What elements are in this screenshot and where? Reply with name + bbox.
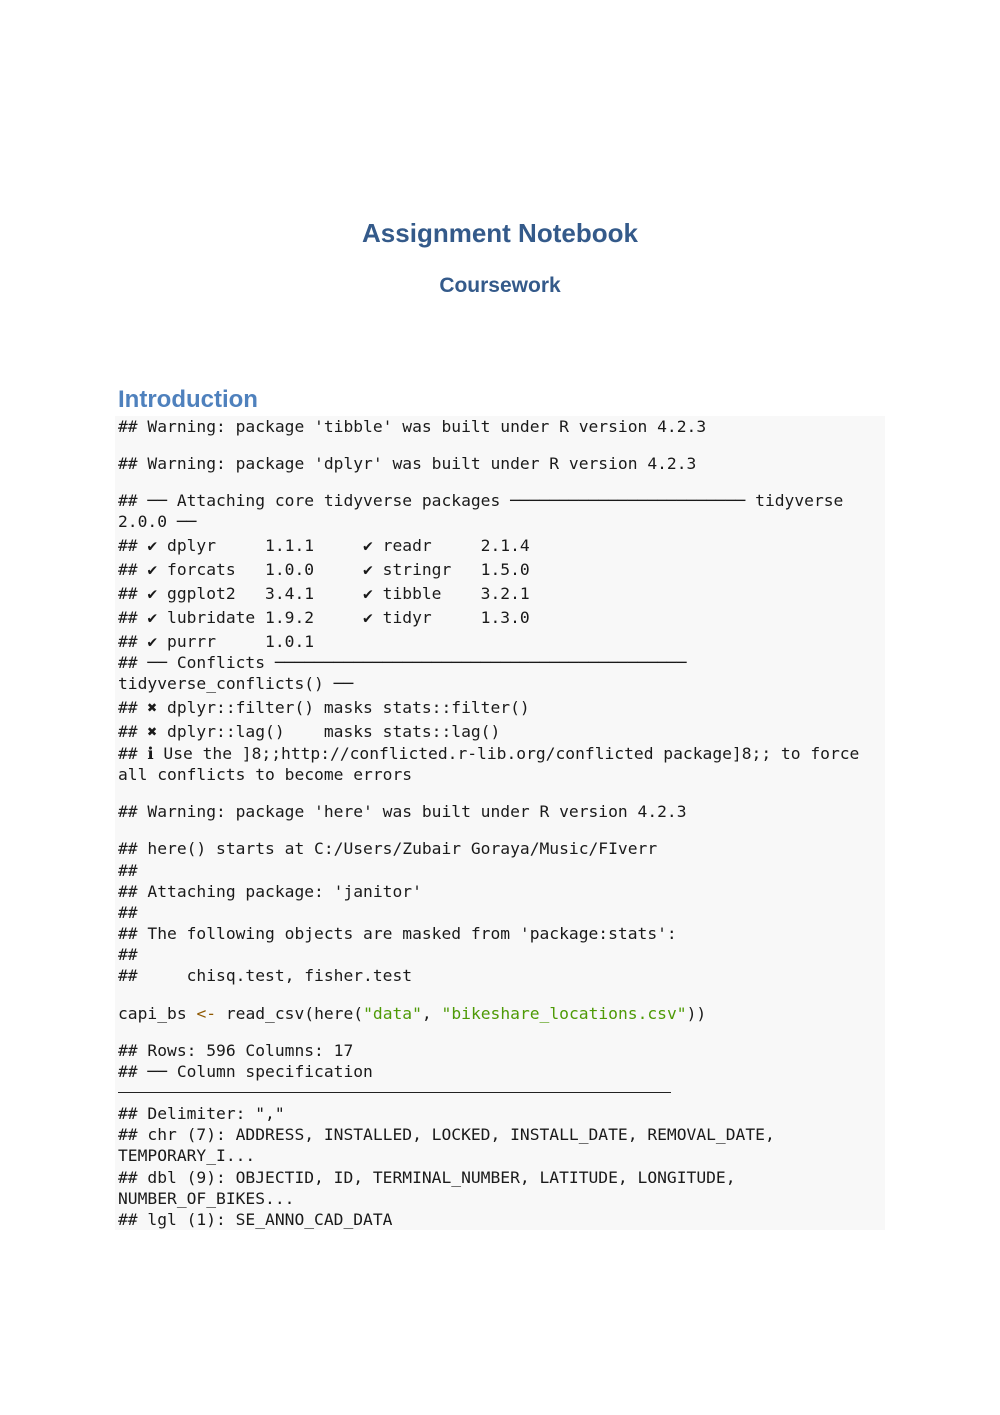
code-variable: capi_bs xyxy=(118,1004,187,1023)
output-line: ## ✔ purrr 1.0.1 xyxy=(118,632,315,651)
output-line: ## xyxy=(118,945,138,964)
document-subtitle: Coursework xyxy=(439,274,561,297)
output-line: ## ✔ dplyr 1.1.1 ✔ readr 2.1.4 xyxy=(118,536,530,555)
output-line: ## here() starts at C:/Users/Zubair Goraya/Music/FIverr xyxy=(118,839,658,858)
output-line: ## The following objects are masked from 'package:stats': xyxy=(118,924,677,943)
code-call-open: read_csv(here( xyxy=(216,1004,364,1023)
output-line: ## Warning: package 'dplyr' was built under R version 4.2.3 xyxy=(118,454,697,473)
output-line: ## ── Conflicts ────────────────────────────────────────── xyxy=(118,653,687,672)
output-line: ## Rows: 596 Columns: 17 xyxy=(118,1041,354,1060)
output-line: ## ✖ dplyr::filter() masks stats::filter() xyxy=(118,698,530,717)
output-line: ## chr (7): ADDRESS, INSTALLED, LOCKED, INSTALL_DATE, REMOVAL_DATE, xyxy=(118,1125,775,1144)
code-line-read-csv xyxy=(118,1004,706,1024)
output-line: ## xyxy=(118,861,138,880)
output-line: ## ── Attaching core tidyverse packages ──────────────────────── tidyverse xyxy=(118,491,844,510)
output-line: ## ℹ Use the ]8;;http://conflicted.r-lib.org/conflicted package]8;; to force xyxy=(118,744,860,763)
code-string-arg: "bikeshare_locations.csv" xyxy=(441,1004,687,1023)
output-line: ## ✔ ggplot2 3.4.1 ✔ tibble 3.2.1 xyxy=(118,584,530,603)
code-call-close: )) xyxy=(686,1004,707,1023)
output-line: ## ✔ lubridate 1.9.2 ✔ tidyr 1.3.0 xyxy=(118,608,530,627)
output-line: TEMPORARY_I... xyxy=(118,1146,256,1165)
output-line: ## chisq.test, fisher.test xyxy=(118,966,413,985)
output-line: ## Delimiter: "," xyxy=(118,1104,285,1123)
output-line: 2.0.0 ── xyxy=(118,512,197,531)
output-line: ## xyxy=(118,903,138,922)
column-spec-rule xyxy=(118,1092,671,1093)
output-line: ## Attaching package: 'janitor' xyxy=(118,882,422,901)
output-line: NUMBER_OF_BIKES... xyxy=(118,1189,295,1208)
section-heading-introduction: Introduction xyxy=(118,386,258,413)
output-line: ## dbl (9): OBJECTID, ID, TERMINAL_NUMBER, LATITUDE, LONGITUDE, xyxy=(118,1168,736,1187)
code-assign-operator: <- xyxy=(196,1004,217,1023)
output-line: ## Warning: package 'tibble' was built under R version 4.2.3 xyxy=(118,417,707,436)
code-string-arg: "data" xyxy=(363,1004,422,1023)
output-line: all conflicts to become errors xyxy=(118,765,413,784)
output-line: ## lgl (1): SE_ANNO_CAD_DATA xyxy=(118,1210,393,1229)
output-line: ## ✖ dplyr::lag() masks stats::lag() xyxy=(118,722,501,741)
output-line: tidyverse_conflicts() ── xyxy=(118,674,354,693)
output-line: ## ── Column specification xyxy=(118,1062,373,1081)
document-title: Assignment Notebook xyxy=(362,218,638,248)
output-line: ## ✔ forcats 1.0.0 ✔ stringr 1.5.0 xyxy=(118,560,530,579)
code-separator: , xyxy=(421,1004,442,1023)
output-line: ## Warning: package 'here' was built under R version 4.2.3 xyxy=(118,802,687,821)
